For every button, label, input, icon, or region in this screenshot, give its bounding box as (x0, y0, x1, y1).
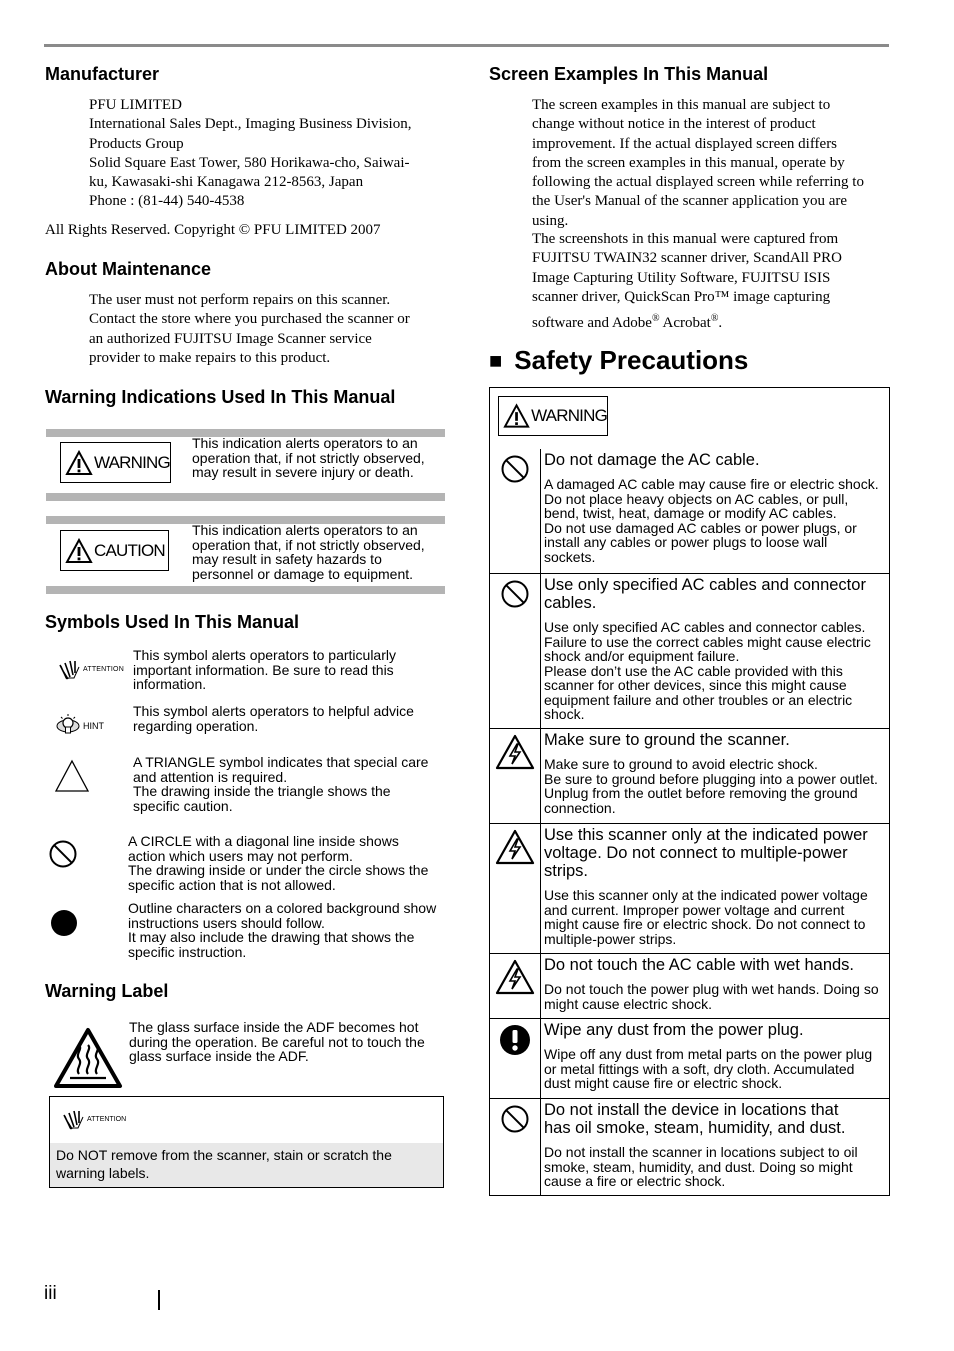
safety-row-body: Wipe off any dust from metal parts on the power plug or metal fittings with a soft, dry cloth. Accumulated dust might cause fire or electric shock. (544, 1046, 873, 1091)
warning-band-bottom (46, 493, 445, 501)
hint-symbol-text: This symbol alerts operators to helpful advice regarding operation. (133, 703, 414, 734)
safety-row-title: Wipe any dust from the power plug. (544, 1021, 804, 1039)
attention-note-box (49, 1096, 444, 1188)
attention-note-text: Do NOT remove from the scanner, stain or scratch the warning labels. (50, 1143, 443, 1187)
safety-row-text (541, 1099, 889, 1195)
safety-row (490, 449, 889, 573)
triangle-symbol-text: A TRIANGLE symbol indicates that special care and attention is required. The drawing inside the triangle shows the specific caution. (133, 754, 429, 814)
caution-triangle-icon (65, 538, 93, 564)
safety-row-title: Make sure to ground the scanner. (544, 731, 790, 749)
attention-note-symbol (61, 1107, 126, 1131)
safety-row-text (541, 729, 889, 823)
safety-warning-header-row (490, 388, 889, 449)
safety-warning-label-text: WARNING (531, 406, 607, 425)
safety-row (490, 728, 889, 823)
circle-symbol-text: A CIRCLE with a diagonal line inside shows action which users may not perform. The drawing inside or under the circle shows the specific action that is not allowed. (128, 833, 429, 893)
hint-symbol (54, 712, 114, 740)
warning-label-text: WARNING (94, 452, 170, 472)
body3-part-c: . (718, 315, 723, 331)
triangle-caution-icon (54, 759, 90, 793)
electric-shock-icon (490, 954, 541, 1018)
prohibition-icon (490, 449, 541, 573)
warning-indication-text: This indication alerts operators to an operation that, if not strictly observed, may result in severe injury or death. (192, 435, 425, 480)
screen-examples-body1: The screen examples in this manual are subject to change without notice in the interest of product improvement. If the actual displayed screen differs from the screen examples in this manual, operate by following the actual displayed screen while referring to the User's Manual of the scanner application you are using. (532, 97, 864, 229)
maintenance-heading: About Maintenance (45, 259, 212, 279)
safety-row-text (541, 449, 889, 573)
safety-row-text (541, 954, 889, 1018)
page-number: iii (44, 1283, 57, 1304)
warning-label (60, 442, 171, 483)
hot-surface-text: The glass surface inside the ADF becomes hot during the operation. Be careful not to touch the glass surface inside the ADF. (129, 1019, 425, 1064)
registered-mark-2: ® (710, 313, 719, 324)
safety-row-text (541, 824, 889, 953)
maintenance-body: The user must not perform repairs on this scanner. Contact the store where you purchased the scanner or an authorized FUJITSU Image Scanner service provider to make repairs to this product. (89, 292, 410, 366)
filled-symbol-text: Outline characters on a colored background show instructions users should follow. It may also include the drawing that shows the specific instruction. (128, 900, 437, 960)
caution-band-bottom (46, 586, 445, 594)
top-rule (44, 44, 889, 47)
attention-hand-icon (61, 1107, 87, 1131)
body3-part-b: Acrobat (659, 315, 711, 331)
safety-row-body: A damaged AC cable may cause fire or electric shock. Do not place heavy objects on AC cables, or pull, bend, twist, heat, damage or modify AC cables. Do not use damaged AC cables or power plugs, or install any cables or power plugs to loose wall sockets. (544, 476, 879, 565)
safety-row (490, 953, 889, 1018)
lightbulb-icon (54, 712, 82, 740)
footer-rule (158, 1290, 160, 1310)
safety-row-body: Do not touch the power plug with wet hands. Doing so might cause electric shock. (544, 981, 879, 1012)
attention-symbol-label: ATTENTION (83, 665, 124, 673)
safety-row-title: Do not damage the AC cable. (544, 451, 760, 469)
caution-label (60, 530, 169, 571)
electric-shock-icon (490, 729, 541, 823)
safety-row (490, 823, 889, 953)
safety-heading (489, 345, 748, 376)
registered-mark: ® (651, 313, 660, 324)
safety-row-text (541, 574, 889, 728)
manufacturer-address: PFU LIMITED International Sales Dept., Imaging Business Division, Products Group Solid Square East Tower, 580 Horikawa-cho, Saiwai- ku, Kawasaki-shi Kanagawa 212-8563, Japan Phone : (81-44) 540-4538 (89, 97, 412, 210)
safety-bullet: ■ (489, 347, 503, 373)
safety-row-body: Use only specified AC cables and connector cables. Failure to use the correct cables might cause electric shock and/or equipment failure. Please don’t use the AC cable provided with this scanner for other devices, since this might cause equipment failure and other troubles or an electric shock. (544, 619, 871, 722)
prohibition-icon (48, 839, 78, 869)
screen-examples-body3 (532, 309, 892, 333)
warning-indications-heading: Warning Indications Used In This Manual (45, 387, 396, 407)
safety-row-title: Do not install the device in locations that has oil smoke, steam, humidity, and dust. (544, 1101, 846, 1137)
hint-symbol-label: HINT (83, 721, 104, 731)
caution-indication-text: This indication alerts operators to an operation that, if not strictly observed, may result in safety hazards to personnel or damage to equipment. (192, 522, 425, 582)
safety-row-title: Use only specified AC cables and connector cables. (544, 576, 866, 612)
hot-surface-warning-icon (53, 1027, 123, 1089)
warning-label-heading: Warning Label (45, 981, 169, 1001)
caution-label-text: CAUTION (94, 540, 165, 560)
screen-examples-body2: The screenshots in this manual were captured from FUJITSU TWAIN32 scanner driver, ScandAll PRO Image Capturing Utility Software, FUJITSU ISIS scanner driver, QuickScan Pro™ image capturing (532, 231, 842, 305)
safety-row-text (541, 1019, 889, 1098)
safety-row (490, 1018, 889, 1098)
safety-row-body: Do not install the scanner in locations subject to oil smoke, steam, humidity, and dust. Doing so might cause a fire or electric shock. (544, 1144, 858, 1189)
prohibition-icon (490, 574, 541, 728)
attention-note-label: ATTENTION (87, 1115, 127, 1123)
mandatory-filled-circle-icon (50, 909, 78, 937)
attention-symbol-text: This symbol alerts operators to particularly important information. Be sure to read this information. (133, 647, 396, 692)
safety-heading-text: Safety Precautions (514, 345, 749, 375)
safety-row (490, 573, 889, 728)
screen-examples-heading: Screen Examples In This Manual (489, 64, 769, 84)
copyright: All Rights Reserved. Copyright © PFU LIMITED 2007 (45, 222, 381, 238)
safety-table (489, 387, 890, 1196)
body3-part-a: software and Adobe (532, 315, 652, 331)
safety-row-title: Use this scanner only at the indicated power voltage. Do not connect to multiple-power strips. (544, 826, 868, 880)
attention-hand-icon (57, 657, 83, 681)
safety-row-title: Do not touch the AC cable with wet hands. (544, 956, 855, 974)
safety-row (490, 1098, 889, 1195)
electric-shock-icon (490, 824, 541, 953)
mandatory-icon (490, 1019, 541, 1098)
symbols-heading: Symbols Used In This Manual (45, 612, 300, 632)
warning-triangle-icon (65, 450, 93, 476)
safety-row-body: Use this scanner only at the indicated power voltage and current. Improper power voltage and current might cause fire or electric shock. Do not connect to multiple-power strips. (544, 887, 868, 947)
manufacturer-heading: Manufacturer (45, 64, 160, 84)
attention-symbol (57, 656, 129, 682)
prohibition-icon (490, 1099, 541, 1195)
safety-row-body: Make sure to ground to avoid electric shock. Be sure to ground before plugging into a power outlet. Unplug from the outlet before removing the ground connection. (544, 756, 878, 816)
warning-triangle-icon (503, 403, 530, 429)
safety-warning-label (498, 396, 608, 436)
